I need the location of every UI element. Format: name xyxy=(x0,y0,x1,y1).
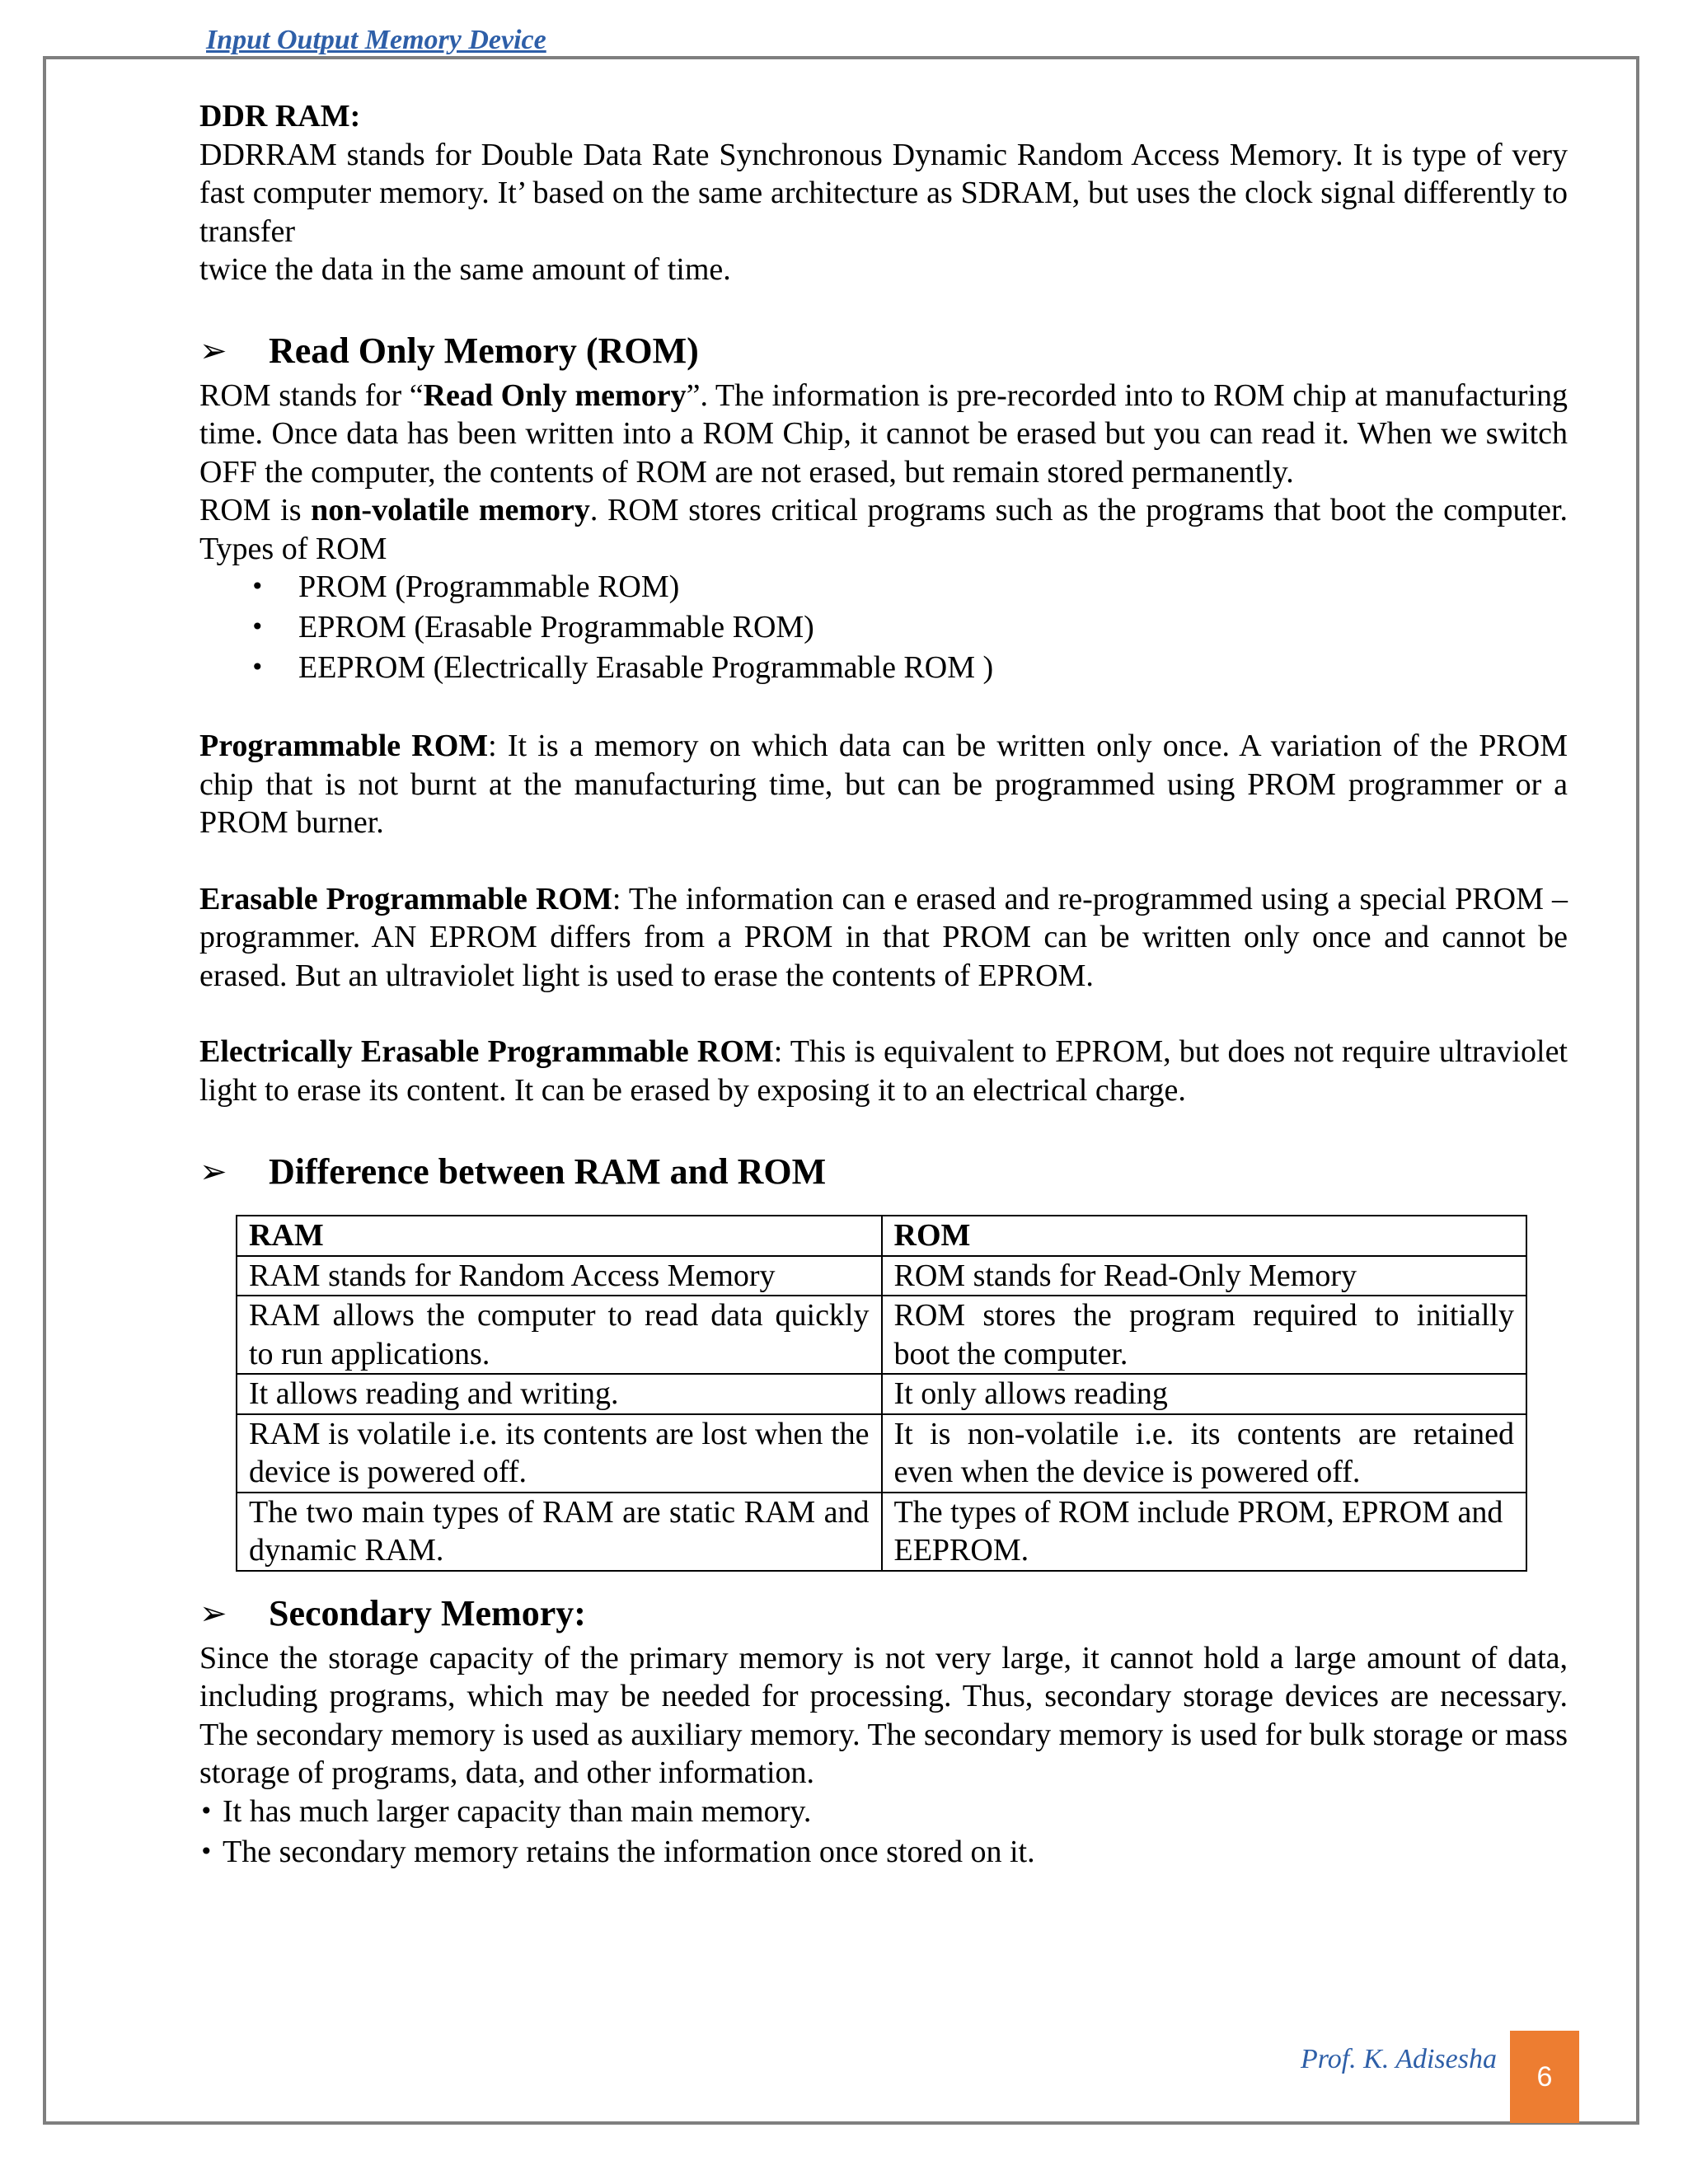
list-item-text: EEPROM (Electrically Erasable Programmable ROM ) xyxy=(298,650,994,685)
eprom-paragraph xyxy=(199,880,1568,996)
eprom-text: : The information can e erased and re-programmed using a special PROM – programmer. AN EPROM differs from a PROM in that PROM can be written only once and cannot be erased. But an ultraviolet light is used to erase the contents of EPROM. xyxy=(199,881,1568,993)
eprom-term: Erasable Programmable ROM xyxy=(199,881,612,916)
table-cell: RAM is volatile i.e. its contents are lost when the device is powered off. xyxy=(237,1414,882,1493)
list-item xyxy=(199,608,1568,649)
arrow-bullet-icon: ➢ xyxy=(199,1595,227,1633)
table-cell: It is non-volatile i.e. its contents are retained even when the device is powered off. xyxy=(882,1414,1527,1493)
spacer xyxy=(199,995,1568,1033)
rom-paragraph-1 xyxy=(199,377,1568,492)
secondary-heading xyxy=(199,1590,1568,1639)
list-item-text: It has much larger capacity than main memory. xyxy=(223,1793,812,1829)
table-cell: ROM stands for Read-Only Memory xyxy=(882,1256,1527,1296)
bullet-icon: • xyxy=(251,613,265,640)
list-item xyxy=(199,568,1568,608)
diff-heading xyxy=(199,1147,1568,1197)
table-cell: It only allows reading xyxy=(882,1374,1527,1414)
eeprom-text: : This is equivalent to EPROM, but does not require ultraviolet light to erase its content. It can be erased by exposing it to an electrical charge. xyxy=(199,1034,1568,1108)
eeprom-paragraph xyxy=(199,1033,1568,1109)
rom-paragraph-2 xyxy=(199,491,1568,568)
footer-author: Prof. K. Adisesha xyxy=(1300,2044,1497,2074)
rom-p2-bold: non-volatile memory xyxy=(311,493,590,527)
ddr-paragraph-1: DDRRAM stands for Double Data Rate Synchronous Dynamic Random Access Memory. It is type of very fast computer memory. It’ based on the same architecture as SDRAM, but uses the clock signal differently to transfer xyxy=(199,137,1568,249)
list-item xyxy=(199,1833,1568,1873)
ddr-heading: DDR RAM: xyxy=(199,99,361,134)
table-cell: ROM stores the program required to initially boot the computer. xyxy=(882,1296,1527,1374)
ram-rom-table xyxy=(236,1215,1527,1572)
list-item-text: EPROM (Erasable Programmable ROM) xyxy=(298,610,814,644)
secondary-paragraph: Since the storage capacity of the primary memory is not very large, it cannot hold a large amount of data, including programs, which may be needed for processing. Thus, secondary storage devices are necessary. The secondary memory is used as auxiliary memory. The secondary memory is used for bulk storage or mass storage of programs, data, and other information. xyxy=(199,1640,1568,1790)
table-row xyxy=(237,1374,1526,1414)
spacer xyxy=(199,1109,1568,1147)
bullet-icon: • xyxy=(199,1837,213,1865)
spacer xyxy=(199,689,1568,727)
table-row xyxy=(237,1493,1526,1571)
secondary-points-list xyxy=(199,1793,1568,1873)
rom-heading xyxy=(199,327,1568,377)
page-number: 6 xyxy=(1510,2031,1579,2123)
rom-p1-bold: Read Only memory xyxy=(423,377,687,413)
arrow-bullet-icon: ➢ xyxy=(199,1152,227,1191)
arrow-bullet-icon: ➢ xyxy=(199,332,227,371)
table-row xyxy=(237,1296,1526,1374)
diff-heading-text: Difference between RAM and ROM xyxy=(269,1151,827,1192)
spacer xyxy=(199,1572,1568,1590)
spacer xyxy=(199,289,1568,327)
table-row xyxy=(237,1414,1526,1493)
rom-types-list xyxy=(199,568,1568,689)
prom-text: : It is a memory on which data can be written only once. A variation of the PROM chip that is not burnt at the manufacturing time, but can be programmed using PROM programmer or a PROM burner. xyxy=(199,729,1568,840)
rom-p1-text-a: ROM stands for “ xyxy=(199,377,424,413)
bullet-icon: • xyxy=(199,1797,213,1825)
table-header-row xyxy=(237,1216,1526,1256)
rom-p2-text-a: ROM is xyxy=(199,493,312,527)
list-item-text: The secondary memory retains the information once stored on it. xyxy=(223,1834,1035,1869)
table-cell: RAM allows the computer to read data quickly to run applications. xyxy=(237,1296,882,1374)
secondary-heading-text: Secondary Memory: xyxy=(269,1593,586,1634)
ddr-paragraph-2: twice the data in the same amount of time. xyxy=(199,252,731,287)
bullet-icon: • xyxy=(251,654,265,681)
spacer xyxy=(199,1197,1568,1215)
rom-heading-text: Read Only Memory (ROM) xyxy=(269,330,699,372)
table-header-rom: ROM xyxy=(882,1216,1527,1256)
list-item xyxy=(199,1793,1568,1833)
table-cell: It allows reading and writing. xyxy=(237,1374,882,1414)
header-title: Input Output Memory Device xyxy=(206,25,546,55)
prom-term: Programmable ROM xyxy=(199,729,489,763)
table-row xyxy=(237,1256,1526,1296)
bullet-icon: • xyxy=(251,573,265,600)
eeprom-term: Electrically Erasable Programmable ROM xyxy=(199,1034,774,1069)
list-item xyxy=(199,649,1568,689)
rom-p1-text-b: ”. The information is pre-recorded into to ROM chip at manufacturing time. Once data has been written into a ROM Chip, it cannot be erased but you can read it. When we switch OFF the computer, the contents of ROM are not erased, but remain stored permanently. xyxy=(199,377,1568,490)
rom-p2-text-b: . ROM stores critical programs such as the programs that boot the computer. Types of ROM xyxy=(199,493,1568,566)
list-item-text: PROM (Programmable ROM) xyxy=(298,569,680,604)
table-cell: The types of ROM include PROM, EPROM and EEPROM. xyxy=(882,1493,1527,1571)
page-content xyxy=(199,97,1568,1873)
spacer xyxy=(199,842,1568,880)
table-cell: RAM stands for Random Access Memory xyxy=(237,1256,882,1296)
table-header-ram: RAM xyxy=(237,1216,882,1256)
prom-paragraph xyxy=(199,727,1568,842)
table-cell: The two main types of RAM are static RAM and dynamic RAM. xyxy=(237,1493,882,1571)
